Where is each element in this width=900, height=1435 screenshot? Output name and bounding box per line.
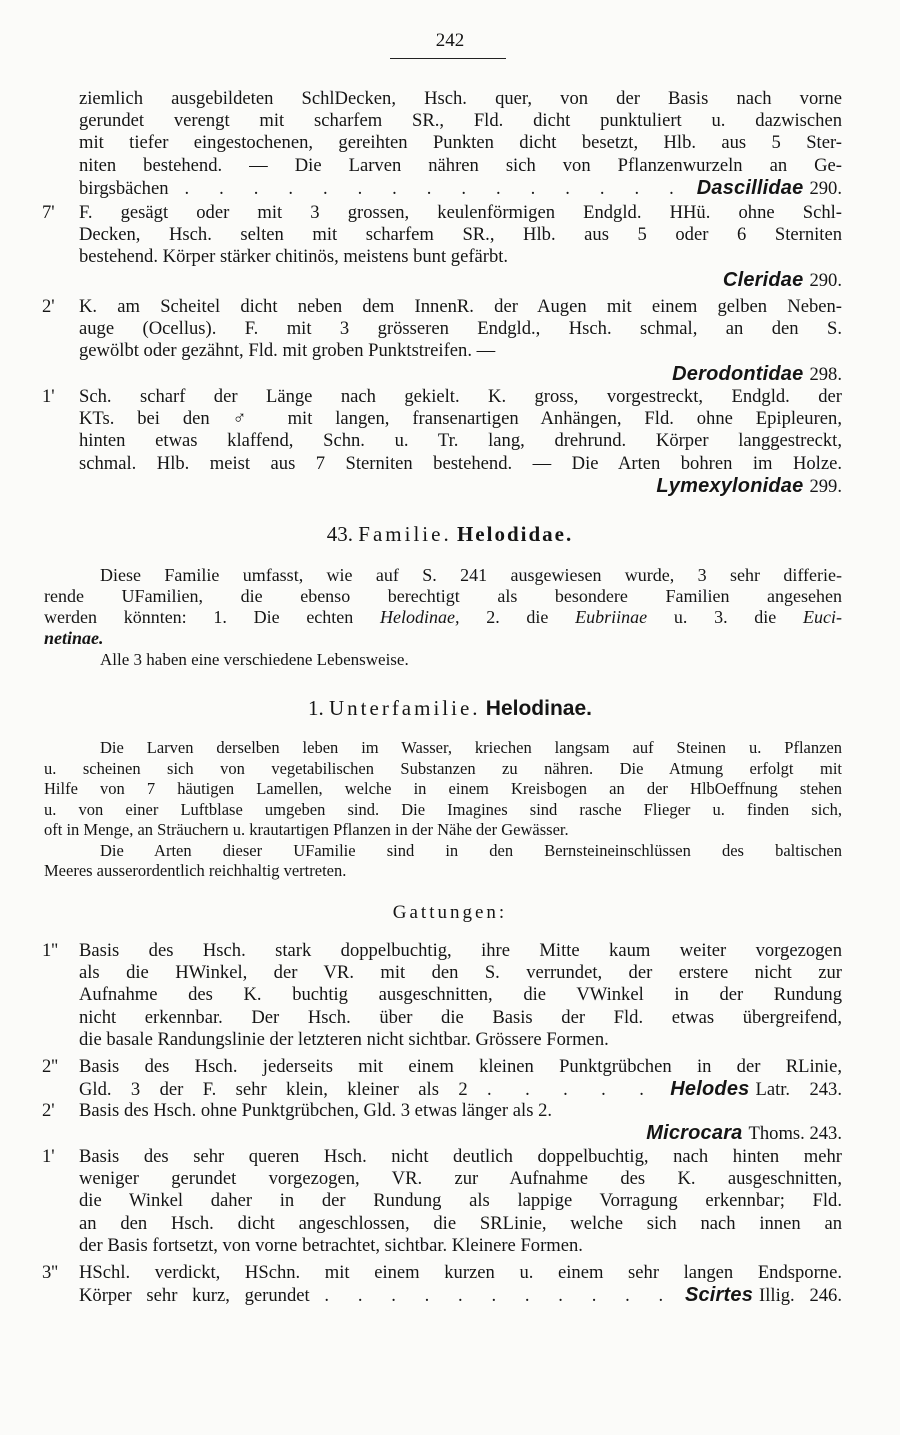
entry-line: nicht erkennbar. Der Hsch. über die Basis der Fld. etwas übergreifend, bbox=[79, 1006, 842, 1028]
entry-line: Basis des Hsch. ohne Punktgrübchen, Gld. 3 etwas länger als 2. bbox=[79, 1100, 553, 1121]
taxon-name: Dascillidae bbox=[696, 176, 804, 199]
leader-dots: . . . . . . . . . . . . . . . bbox=[184, 177, 681, 199]
key-entry bbox=[42, 296, 842, 386]
entry-last-line bbox=[79, 177, 842, 200]
paragraph-line: Hilfe von 7 häutigen Lamellen, welche in einem Kreisbogen an der HlbOeffnung stehen bbox=[44, 779, 842, 798]
header-rule bbox=[390, 58, 506, 59]
page-number: 242 bbox=[435, 30, 465, 51]
key-entry bbox=[42, 940, 842, 1051]
paragraph-line: u. scheinen sich von vegetabilischen Substanzen zu nähren. Die Atmung erfolgt mit bbox=[44, 758, 842, 778]
page-reference: Thoms. 243. bbox=[748, 1123, 842, 1145]
entry-line: Aufnahme des K. buchtig ausgeschnitten, die VWinkel in der Rundung bbox=[79, 984, 842, 1006]
entry-line: niten bestehend. — Die Larven nähren sich von Pflanzenwurzeln an Ge- bbox=[79, 154, 842, 176]
key-entry bbox=[42, 1146, 842, 1257]
entry-line: Sch. scharf der Länge nach gekielt. K. gross, vorgestreckt, Endgld. der bbox=[79, 386, 842, 407]
paragraph-line: u. von einer Luftblase umgeben sind. Die Imagines sind rasche Flieger u. finden sich, bbox=[44, 799, 842, 819]
entry-line: als die HWinkel, der VR. mit den S. verrundet, der erstere nicht zur bbox=[79, 962, 842, 984]
leader-dots: . . . . . bbox=[487, 1079, 651, 1101]
page-reference: 290. bbox=[809, 177, 842, 199]
paragraph-line: Alle 3 haben eine verschiedene Lebensweise. bbox=[100, 650, 409, 669]
taxon-name: Microcara bbox=[646, 1122, 743, 1145]
entry-line: der Basis fortsetzt, von vorne betrachtet, sichtbar. Kleinere Formen. bbox=[79, 1234, 583, 1256]
entry-last-line bbox=[79, 1078, 842, 1101]
entry-line: K. am Scheitel dicht neben dem InnenR. der Augen mit einem gelben Neben- bbox=[79, 296, 842, 317]
taxon-name: Helodes bbox=[670, 1078, 750, 1101]
entry-line: an den Hsch. dicht angeschlossen, die SRLinie, welche sich nach innen an bbox=[79, 1212, 842, 1234]
paragraph-line: netinae. bbox=[44, 628, 104, 648]
paragraph-line: werden könnten: 1. Die echten Helodinae, 2. die Eubriinae u. 3. die Euci- bbox=[44, 607, 843, 627]
entry-line: F. gesägt oder mit 3 grossen, keulenförmigen Endgld. HHü. ohne Schl- bbox=[79, 202, 842, 223]
couplet-number: 2'' bbox=[42, 1056, 58, 1077]
family-label: Familie. bbox=[358, 522, 452, 546]
entry-line: hinten etwas klaffend, Schn. u. Tr. lang, drehrund. Körper langgestreckt, bbox=[79, 430, 842, 452]
paragraph-line: Diese Familie umfasst, wie auf S. 241 ausgewiesen wurde, 3 sehr differie- bbox=[100, 565, 842, 585]
entry-line: Basis des Hsch. jederseits mit einem kleinen Punktgrübchen in der RLinie, bbox=[79, 1056, 842, 1077]
entry-last-line bbox=[79, 1284, 842, 1307]
paragraph-line: Meeres ausserordentlich reichhaltig vertreten. bbox=[44, 861, 347, 880]
couplet-number: 2' bbox=[42, 1100, 55, 1121]
paragraph-line: oft in Menge, an Sträuchern u. krautartigen Pflanzen in der Nähe der Gewässer. bbox=[44, 820, 569, 839]
entry-line: gewölbt oder gezähnt, Fld. mit groben Punktstreifen. — bbox=[79, 340, 496, 362]
subfamily-number: 1. bbox=[308, 696, 324, 720]
subfamily-label: Unterfamilie. bbox=[329, 696, 481, 720]
key-entry bbox=[42, 1100, 842, 1145]
taxon-name: Cleridae bbox=[722, 268, 804, 291]
entry-text: birgsbächen bbox=[79, 177, 169, 199]
key-entry bbox=[42, 88, 842, 200]
entry-line: Basis des Hsch. stark doppelbuchtig, ihre Mitte kaum weiter vorgezogen bbox=[79, 940, 842, 961]
genera-heading: Gattungen: bbox=[392, 902, 508, 923]
entry-line: mit tiefer eingestochenen, gereihten Punkten dicht besetzt, Hlb. aus 5 Ster- bbox=[79, 132, 842, 154]
key-entry bbox=[42, 386, 842, 498]
couplet-number: 2' bbox=[42, 296, 55, 317]
couplet-number: 1'' bbox=[42, 940, 58, 961]
taxon-name: Derodontidae bbox=[672, 362, 804, 385]
entry-text: Körper sehr kurz, gerundet bbox=[79, 1285, 310, 1307]
family-name: Helodidae. bbox=[456, 522, 574, 546]
subfamily-name: Helodinae. bbox=[485, 697, 592, 720]
key-entry bbox=[42, 202, 842, 292]
paragraph-line: rende UFamilien, die ebenso berechtigt als besondere Familien angesehen bbox=[44, 586, 842, 606]
key-entry bbox=[42, 1056, 842, 1101]
couplet-number: 1' bbox=[42, 386, 55, 407]
page-reference: Latr. 243. bbox=[755, 1079, 842, 1101]
paragraph-line: Die Arten dieser UFamilie sind in den Bernsteineinschlüssen des baltischen bbox=[100, 840, 842, 860]
entry-line: auge (Ocellus). F. mit 3 grösseren Endgld., Hsch. schmal, an den S. bbox=[79, 318, 842, 340]
leader-dots: . . . . . . . . . . . bbox=[324, 1285, 671, 1307]
entry-line: bestehend. Körper stärker chitinös, meistens bunt gefärbt. bbox=[79, 246, 509, 268]
entry-line: weniger gerundet vorgezogen, VR. zur Aufnahme des K. ausgeschnitten, bbox=[79, 1168, 842, 1190]
family-number: 43. bbox=[326, 522, 354, 546]
page-reference: Illig. 246. bbox=[759, 1285, 842, 1307]
page-reference: 299. bbox=[809, 475, 842, 497]
taxon-name: Scirtes bbox=[684, 1284, 754, 1307]
entry-line: gerundet verengt mit scharfem SR., Fld. dicht punktuliert u. dazwischen bbox=[79, 110, 842, 132]
couplet-number: 3'' bbox=[42, 1262, 58, 1283]
key-entry bbox=[42, 1262, 842, 1307]
taxon-name: Lymexylonidae bbox=[656, 474, 804, 497]
family-heading bbox=[0, 522, 900, 547]
couplet-number: 7' bbox=[42, 202, 55, 223]
page-reference: 298. bbox=[809, 363, 842, 385]
entry-line: KTs. bei den ♂ mit langen, fransenartigen Anhängen, Fld. ohne Epipleuren, bbox=[79, 408, 842, 430]
family-intro bbox=[44, 565, 842, 670]
page-reference: 290. bbox=[809, 269, 842, 291]
subfamily-heading bbox=[0, 696, 900, 721]
entry-line: Decken, Hsch. selten mit scharfem SR., Hlb. aus 5 oder 6 Sterniten bbox=[79, 224, 842, 246]
entry-line: schmal. Hlb. meist aus 7 Sterniten bestehend. — Die Arten bohren im Holze. bbox=[79, 452, 842, 474]
entry-text: Gld. 3 der F. sehr klein, kleiner als 2 bbox=[79, 1079, 468, 1101]
entry-line: Basis des sehr queren Hsch. nicht deutlich doppelbuchtig, nach hinten mehr bbox=[79, 1146, 842, 1167]
entry-line: ziemlich ausgebildeten SchlDecken, Hsch. quer, von der Basis nach vorne bbox=[79, 88, 842, 109]
entry-line: HSchl. verdickt, HSchn. mit einem kurzen u. einem sehr langen Endsporne. bbox=[79, 1262, 842, 1283]
paragraph-line: Die Larven derselben leben im Wasser, kriechen langsam auf Steinen u. Pflanzen bbox=[100, 738, 842, 757]
entry-line: die basale Randungslinie der letzteren nicht sichtbar. Grössere Formen. bbox=[79, 1028, 609, 1050]
subfamily-description bbox=[44, 738, 842, 882]
couplet-number: 1' bbox=[42, 1146, 55, 1167]
entry-line: die Winkel daher in der Rundung als lappige Vorragung erkennbar; Fld. bbox=[79, 1190, 842, 1212]
